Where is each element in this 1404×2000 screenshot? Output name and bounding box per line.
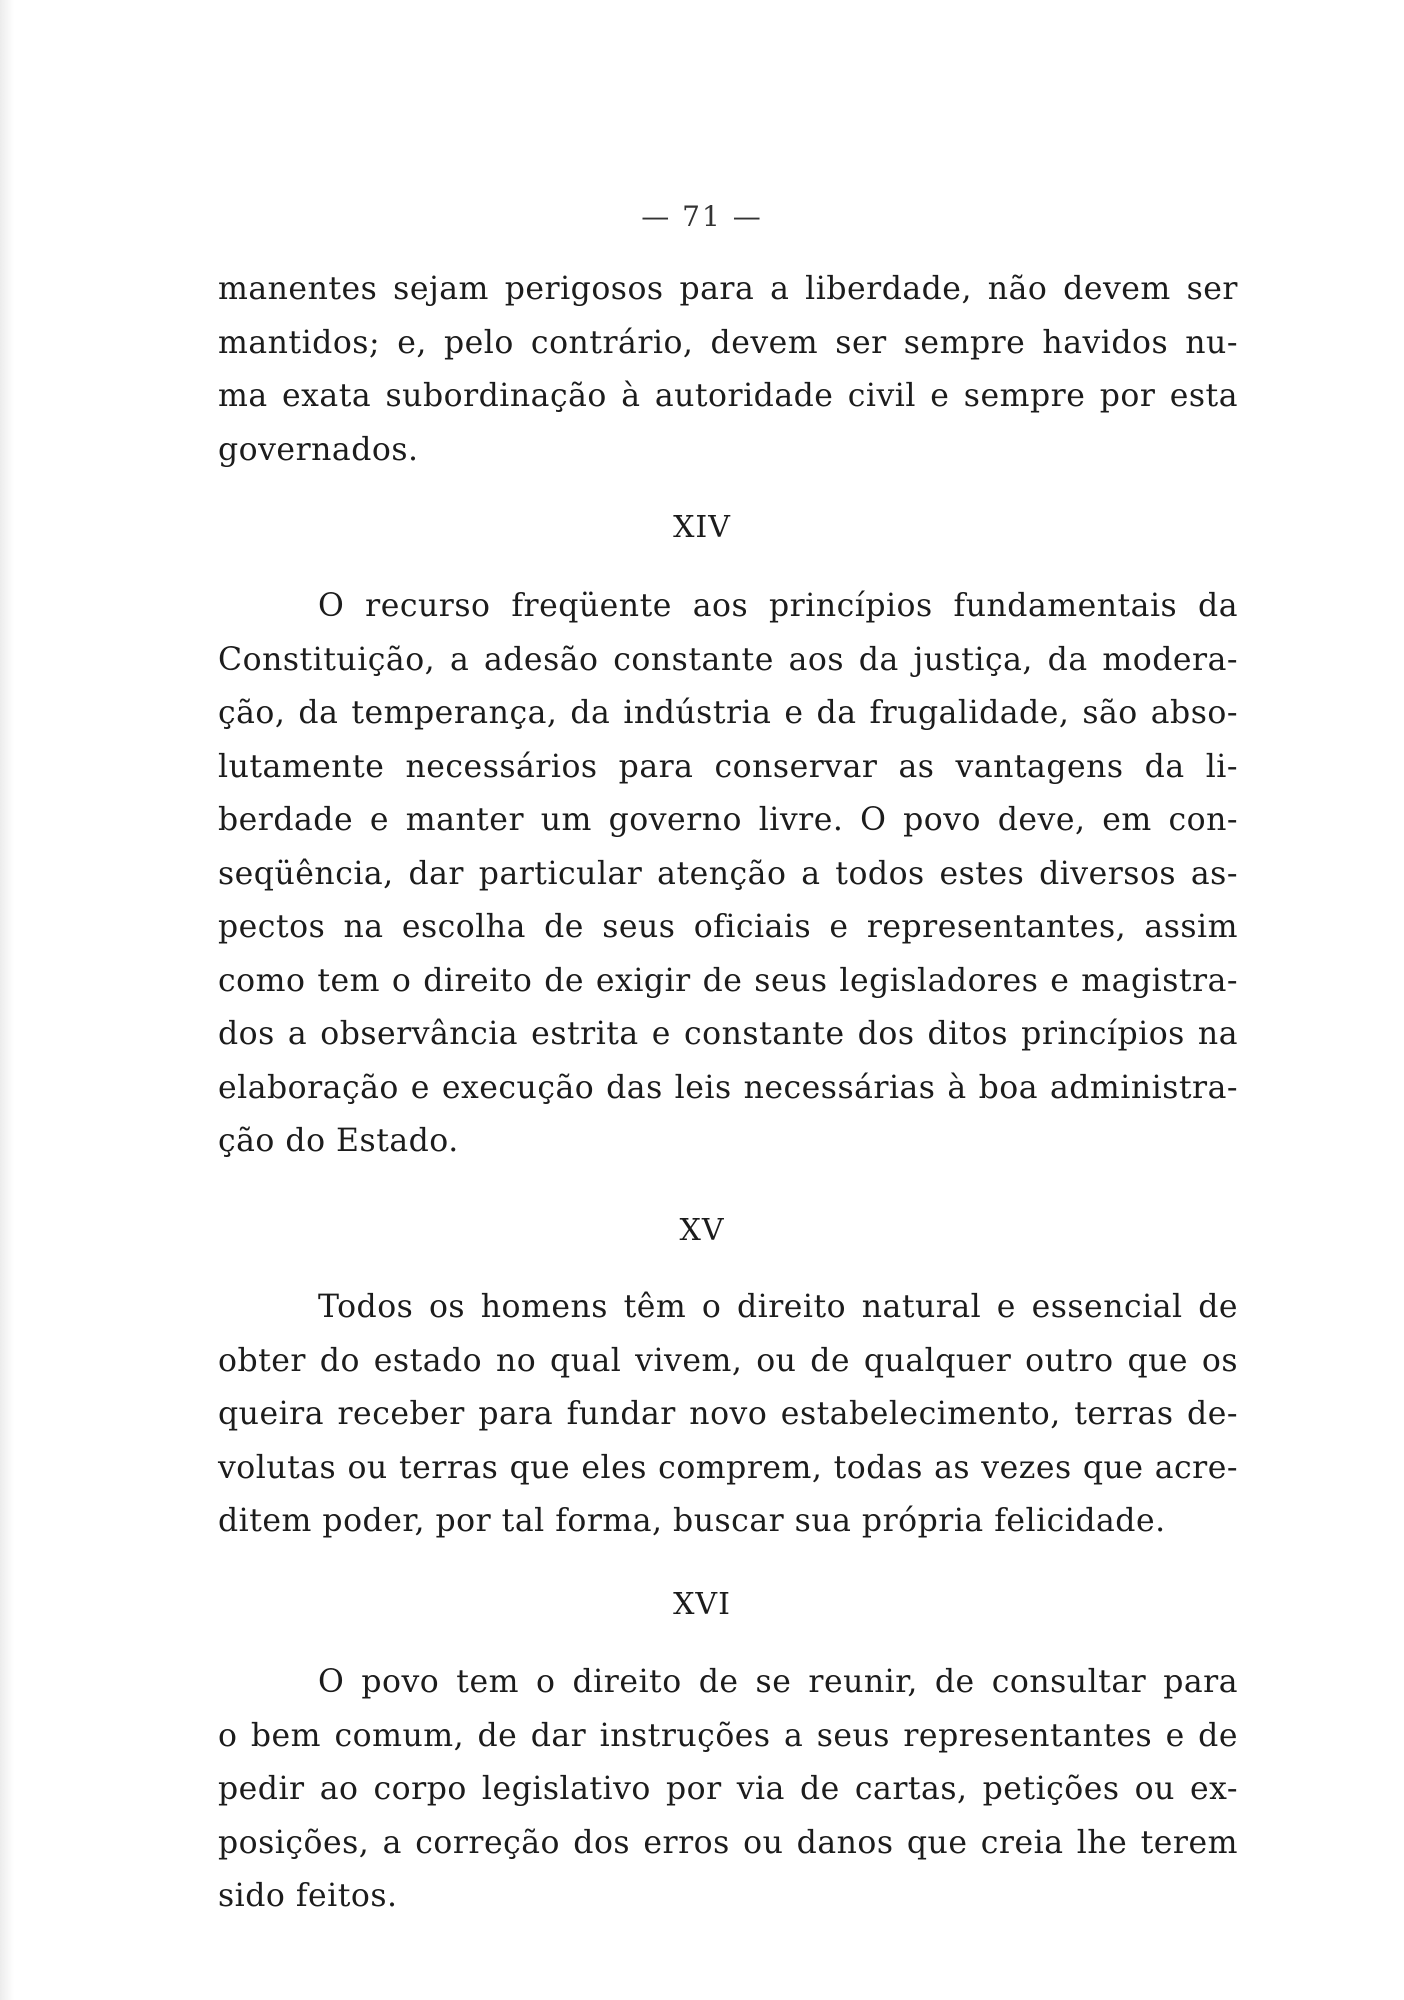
continuation-paragraph — [218, 263, 1238, 477]
paragraph-line: obter do estado no qual vivem, ou de qualquer outro que os — [218, 1342, 1238, 1379]
page-number: — 71 — — [641, 200, 763, 233]
paragraph-line: lutamente necessários para conservar as vantagens da li- — [218, 748, 1238, 785]
paragraph-line: Constituição, a adesão constante aos da justiça, da modera- — [218, 641, 1238, 678]
section-heading-xiv: XIV — [673, 510, 731, 545]
paragraph-line: governados. — [218, 431, 419, 468]
paragraph-line: volutas ou terras que eles comprem, todas as vezes que acre- — [218, 1449, 1238, 1486]
paragraph-line: como tem o direito de exigir de seus legisladores e magistra- — [218, 962, 1238, 999]
paragraph-line: posições, a correção dos erros ou danos que creia lhe terem — [218, 1824, 1238, 1861]
page-left-edge-shadow — [0, 0, 14, 2000]
paragraph-line: ditem poder, por tal forma, buscar sua própria felicidade. — [218, 1503, 1166, 1539]
paragraph-line: mantidos; e, pelo contrário, devem ser sempre havidos nu- — [218, 324, 1238, 361]
paragraph-line: pedir ao corpo legislativo por via de cartas, petições ou ex- — [218, 1771, 1238, 1807]
paragraph-line: o bem comum, de dar instruções a seus representantes e de — [218, 1717, 1238, 1754]
section-xv-paragraph — [218, 1281, 1238, 1549]
paragraph-line: elaboração e execução das leis necessárias à boa administra- — [218, 1069, 1238, 1106]
paragraph-line: queira receber para fundar novo estabelecimento, terras de- — [218, 1396, 1238, 1432]
section-heading-xvi: XVI — [673, 1587, 731, 1622]
paragraph-line: seqüência, dar particular atenção a todos estes diversos as- — [218, 855, 1238, 892]
paragraph-line: manentes sejam perigosos para a liberdade, não devem ser — [218, 271, 1238, 307]
paragraph-line: ção do Estado. — [218, 1123, 459, 1159]
paragraph-line: pectos na escolha de seus oficiais e representantes, assim — [218, 909, 1238, 945]
section-xiv-paragraph — [218, 580, 1238, 1169]
section-xvi-paragraph — [218, 1656, 1238, 1924]
paragraph-line: Todos os homens têm o direito natural e essencial de — [318, 1289, 1238, 1325]
paragraph-line: ção, da temperança, da indústria e da frugalidade, são abso- — [218, 695, 1238, 731]
paragraph-line: berdade e manter um governo livre. O povo deve, em con- — [218, 802, 1238, 838]
paragraph-line: O recurso freqüente aos princípios fundamentais da — [318, 588, 1238, 624]
paragraph-line: sido feitos. — [218, 1878, 398, 1914]
paragraph-line: dos a observância estrita e constante dos ditos princípios na — [218, 1016, 1238, 1052]
section-heading-xv: XV — [679, 1213, 725, 1248]
paragraph-line: O povo tem o direito de se reunir, de consultar para — [318, 1664, 1238, 1700]
paragraph-line: ma exata subordinação à autoridade civil e sempre por esta — [218, 378, 1238, 414]
